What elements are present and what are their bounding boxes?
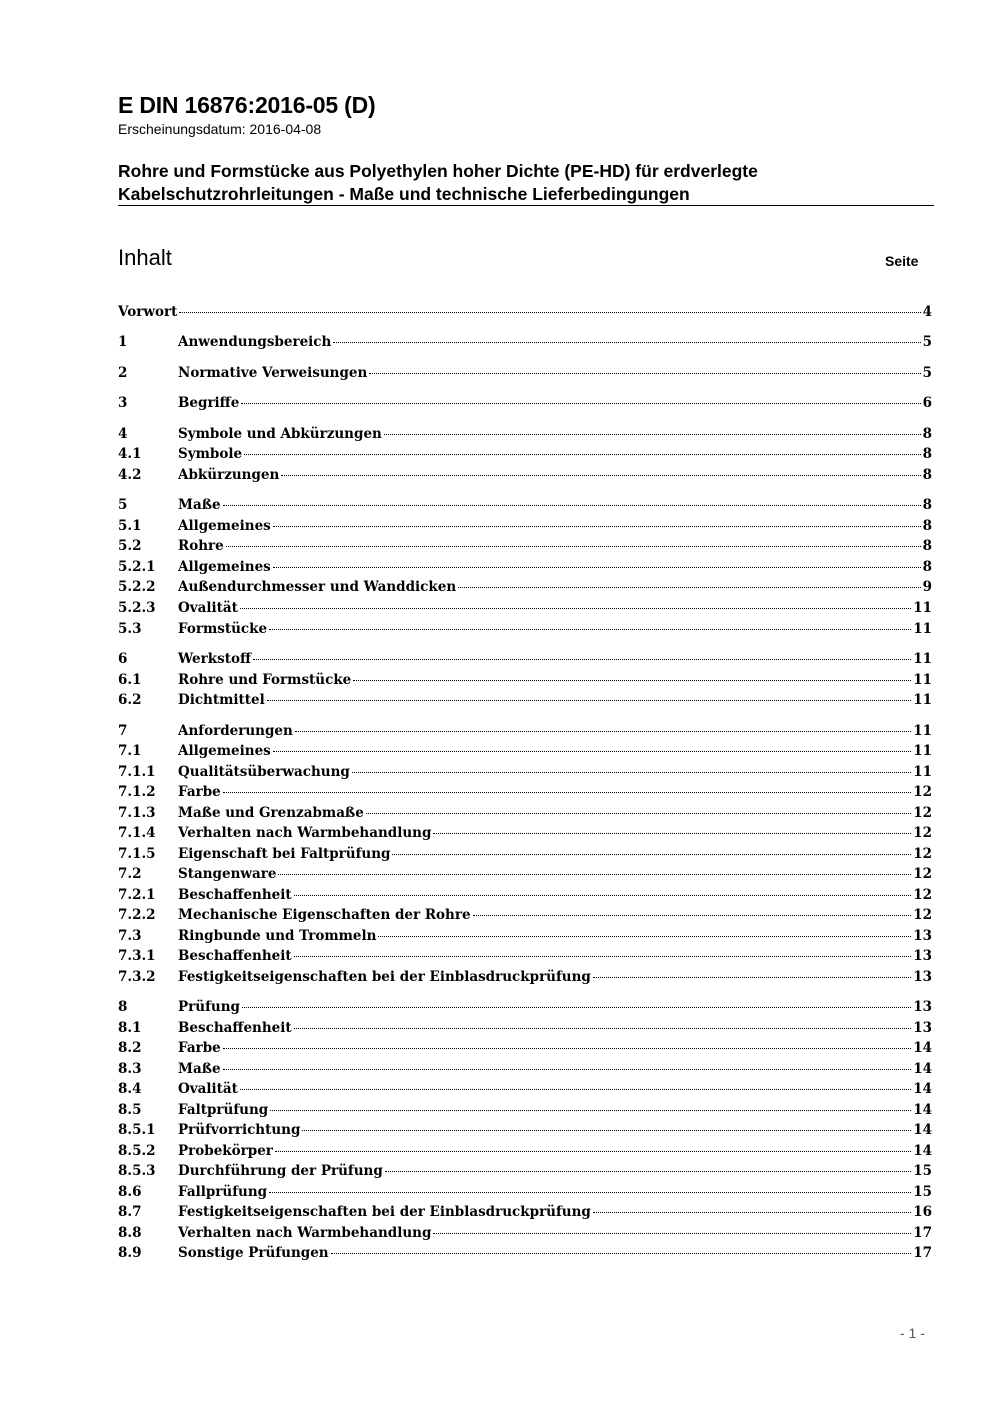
toc-entry-label: Mechanische Eigenschaften der Rohre	[178, 907, 471, 923]
toc-dot-leader	[275, 1151, 911, 1152]
toc-entry-number: 4.1	[118, 446, 142, 462]
toc-entry-number: 5.3	[118, 621, 142, 637]
toc-dot-leader	[273, 567, 921, 568]
toc-entry-number: 6	[118, 651, 128, 667]
toc-entry[interactable]	[118, 690, 932, 710]
toc-entry[interactable]	[118, 844, 932, 864]
toc-entry[interactable]	[118, 1182, 932, 1202]
toc-dot-leader	[179, 312, 920, 313]
toc-entry-number: 7.3.1	[118, 948, 156, 964]
toc-entry-number: 5	[118, 497, 128, 513]
toc-entry-label: Fallprüfung	[178, 1184, 268, 1200]
toc-dot-leader	[244, 454, 921, 455]
toc-entry-label: Allgemeines	[178, 559, 271, 575]
toc-dot-leader	[223, 505, 921, 506]
toc-entry-number: 7.1.3	[118, 805, 156, 821]
toc-entry-label: Prüfung	[178, 999, 240, 1015]
toc-entry-number: 4	[118, 426, 128, 442]
toc-entry-number: 8.4	[118, 1081, 142, 1097]
toc-entry[interactable]	[118, 885, 932, 905]
toc-entry-number: 8.7	[118, 1204, 142, 1220]
toc-entry-number: 8.3	[118, 1061, 142, 1077]
toc-entry[interactable]	[118, 424, 932, 444]
toc-entry[interactable]	[118, 495, 932, 515]
toc-entry-label: Maße	[178, 1061, 221, 1077]
toc-entry-page: 14	[913, 1122, 932, 1138]
toc-entry-page: 8	[922, 538, 932, 554]
toc-dot-leader	[385, 1171, 911, 1172]
toc-entry[interactable]	[118, 444, 932, 464]
toc-entry-number: 3	[118, 395, 128, 411]
toc-entry-page: 14	[913, 1102, 932, 1118]
toc-entry-number: 7.1.5	[118, 846, 156, 862]
toc-entry-label: Abkürzungen	[178, 467, 280, 483]
toc-entry[interactable]	[118, 1038, 932, 1058]
toc-entry-page: 16	[913, 1204, 932, 1220]
toc-entry-page: 13	[913, 948, 932, 964]
toc-entry-number: 5.2.2	[118, 579, 156, 595]
toc-entry-label: Symbole und Abkürzungen	[178, 426, 382, 442]
toc-entry-number: 6.2	[118, 692, 142, 708]
toc-entry-label: Ovalität	[178, 1081, 238, 1097]
toc-entry-label: Farbe	[178, 1040, 221, 1056]
toc-entry-label: Eigenschaft bei Faltprüfung	[178, 846, 391, 862]
toc-entry[interactable]	[118, 649, 932, 669]
toc-entry-number: 6.1	[118, 672, 142, 688]
toc-entry-label: Qualitätsüberwachung	[178, 764, 350, 780]
toc-entry[interactable]	[118, 1018, 932, 1038]
toc-heading: Inhalt	[118, 245, 172, 270]
toc-entry-page: 5	[922, 334, 932, 350]
toc-entry[interactable]	[118, 393, 932, 413]
toc-entry-label: Ovalität	[178, 600, 238, 616]
toc-entry-page: 13	[913, 969, 932, 985]
toc-entry-page: 9	[922, 579, 932, 595]
toc-entry-label: Ringbunde und Trommeln	[178, 928, 377, 944]
toc-entry[interactable]	[118, 557, 932, 577]
toc-entry-number: 7	[118, 723, 128, 739]
toc-entry-page: 8	[922, 497, 932, 513]
toc-entry-label: Rohre und Formstücke	[178, 672, 352, 688]
toc-dot-leader	[392, 854, 911, 855]
toc-entry-label: Prüfvorrichtung	[178, 1122, 301, 1138]
toc-entry-number: 7.3	[118, 928, 142, 944]
toc-entry-number: 8.5.3	[118, 1163, 156, 1179]
toc-dot-leader	[331, 1253, 912, 1254]
toc-entry-page: 15	[913, 1184, 932, 1200]
toc-entry-number: 5.2	[118, 538, 142, 554]
toc-entry[interactable]	[118, 516, 932, 536]
toc-entry-label: Durchführung der Prüfung	[178, 1163, 383, 1179]
toc-dot-leader	[369, 373, 920, 374]
toc-entry-number: 7.2	[118, 866, 142, 882]
toc-entry-number: 8.8	[118, 1225, 142, 1241]
toc-entry[interactable]	[118, 1202, 932, 1222]
toc-dot-leader	[593, 977, 911, 978]
toc-entry-number: 7.2.2	[118, 907, 156, 923]
toc-dot-leader	[295, 731, 911, 732]
toc-entry-page: 12	[913, 805, 932, 821]
toc-dot-leader	[294, 1028, 912, 1029]
toc-entry-label: Beschaffenheit	[178, 948, 292, 964]
toc-entry-number: 7.1.1	[118, 764, 156, 780]
toc-dot-leader	[433, 1233, 911, 1234]
toc-entry-number: 8.5	[118, 1102, 142, 1118]
toc-entry-number: 7.1.4	[118, 825, 156, 841]
toc-entry-label: Rohre	[178, 538, 224, 554]
toc-entry-label: Maße	[178, 497, 221, 513]
toc-dot-leader	[458, 587, 920, 588]
toc-dot-leader	[281, 475, 920, 476]
toc-entry[interactable]	[118, 1079, 932, 1099]
toc-entry-number: 7.3.2	[118, 969, 156, 985]
toc-entry-number: 7.1.2	[118, 784, 156, 800]
toc-dot-leader	[593, 1212, 911, 1213]
toc-entry-label: Maße und Grenzabmaße	[178, 805, 364, 821]
toc-entry[interactable]	[118, 782, 932, 802]
toc-dot-leader	[241, 403, 920, 404]
toc-dot-leader	[366, 813, 911, 814]
toc-entry[interactable]	[118, 1161, 932, 1181]
toc-entry[interactable]	[118, 332, 932, 352]
toc-entry-label: Stangenware	[178, 866, 277, 882]
toc-dot-leader	[384, 434, 921, 435]
toc-entry-label: Allgemeines	[178, 743, 271, 759]
toc-entry-number: 8.9	[118, 1245, 142, 1261]
toc-entry-page: 17	[913, 1225, 932, 1241]
toc-entry-page: 11	[913, 672, 932, 688]
toc-entry-page: 8	[922, 467, 932, 483]
toc-entry[interactable]	[118, 1243, 932, 1263]
toc-dot-leader	[353, 680, 911, 681]
toc-entry-page: 8	[922, 518, 932, 534]
toc-entry-number: 8.1	[118, 1020, 142, 1036]
toc-entry[interactable]	[118, 721, 932, 741]
toc-dot-leader	[278, 874, 911, 875]
toc-entry[interactable]	[118, 926, 932, 946]
toc-dot-leader	[226, 546, 921, 547]
toc-entry[interactable]	[118, 1141, 932, 1161]
toc-entry-label: Probekörper	[178, 1143, 273, 1159]
toc-entry-number: 8	[118, 999, 128, 1015]
toc-entry-label: Anforderungen	[178, 723, 293, 739]
toc-entry-number: 7.2.1	[118, 887, 156, 903]
toc-entry-label: Normative Verweisungen	[178, 365, 368, 381]
toc-entry-label: Dichtmittel	[178, 692, 265, 708]
toc-entry-page: 5	[922, 365, 932, 381]
toc-entry-page: 14	[913, 1143, 932, 1159]
toc-entry-label: Beschaffenheit	[178, 887, 292, 903]
toc-entry-page: 12	[913, 825, 932, 841]
toc-entry-number: 8.2	[118, 1040, 142, 1056]
table-of-contents	[118, 0, 932, 1403]
toc-entry[interactable]	[118, 577, 932, 597]
toc-entry-label: Beschaffenheit	[178, 1020, 292, 1036]
toc-entry-page: 4	[922, 304, 932, 320]
toc-entry[interactable]	[118, 302, 932, 322]
toc-dot-leader	[273, 751, 911, 752]
toc-entry[interactable]	[118, 997, 932, 1017]
toc-entry[interactable]	[118, 598, 932, 618]
toc-entry-page: 14	[913, 1040, 932, 1056]
toc-dot-leader	[223, 1069, 912, 1070]
toc-entry-label: Werkstoff	[178, 651, 252, 667]
page-number: - 1 -	[900, 1325, 925, 1341]
toc-entry-number: 5.2.1	[118, 559, 156, 575]
document-id: E DIN 16876:2016-05 (D)	[118, 92, 376, 118]
toc-entry-page: 13	[913, 1020, 932, 1036]
toc-entry-page: 6	[922, 395, 932, 411]
toc-entry-number: 7.1	[118, 743, 142, 759]
toc-entry[interactable]	[118, 967, 932, 987]
toc-dot-leader	[433, 833, 911, 834]
title-line-2: Kabelschutzrohrleitungen - Maße und technische Lieferbedingungen	[118, 184, 690, 204]
toc-entry-number: 8.5.1	[118, 1122, 156, 1138]
toc-dot-leader	[352, 772, 911, 773]
toc-dot-leader	[242, 1007, 911, 1008]
toc-entry[interactable]	[118, 1120, 932, 1140]
toc-entry-page: 11	[913, 723, 932, 739]
toc-entry-page: 8	[922, 446, 932, 462]
toc-entry-page: 12	[913, 907, 932, 923]
toc-entry-page: 8	[922, 426, 932, 442]
toc-entry[interactable]	[118, 1223, 932, 1243]
toc-entry-number: 8.5.2	[118, 1143, 156, 1159]
toc-entry-label: Allgemeines	[178, 518, 271, 534]
toc-entry[interactable]	[118, 1100, 932, 1120]
toc-entry[interactable]	[118, 823, 932, 843]
toc-dot-leader	[269, 629, 911, 630]
toc-entry[interactable]	[118, 864, 932, 884]
toc-entry-number: 4.2	[118, 467, 142, 483]
toc-entry-page: 13	[913, 928, 932, 944]
toc-entry-page: 12	[913, 866, 932, 882]
toc-entry-label: Vorwort	[118, 304, 178, 320]
toc-dot-leader	[240, 608, 911, 609]
toc-entry-page: 12	[913, 784, 932, 800]
toc-entry-label: Festigkeitseigenschaften bei der Einblasdruckprüfung	[178, 969, 591, 985]
toc-entry-number: 1	[118, 334, 128, 350]
toc-entry-label: Außendurchmesser und Wanddicken	[178, 579, 457, 595]
toc-dot-leader	[223, 1048, 911, 1049]
toc-entry-page: 11	[913, 600, 932, 616]
toc-dot-leader	[223, 792, 911, 793]
toc-dot-leader	[240, 1089, 911, 1090]
toc-dot-leader	[294, 895, 912, 896]
toc-entry[interactable]	[118, 741, 932, 761]
toc-entry[interactable]	[118, 905, 932, 925]
publication-date: Erscheinungsdatum: 2016-04-08	[118, 121, 322, 137]
toc-dot-leader	[333, 342, 920, 343]
toc-entry-label: Festigkeitseigenschaften bei der Einblasdruckprüfung	[178, 1204, 591, 1220]
toc-dot-leader	[378, 936, 911, 937]
toc-entry-number: 8.6	[118, 1184, 142, 1200]
toc-entry-page: 11	[913, 743, 932, 759]
toc-entry-page: 11	[913, 621, 932, 637]
toc-entry-label: Sonstige Prüfungen	[178, 1245, 329, 1261]
toc-dot-leader	[302, 1130, 911, 1131]
toc-entry-label: Verhalten nach Warmbehandlung	[178, 1225, 432, 1241]
toc-dot-leader	[253, 659, 911, 660]
toc-dot-leader	[294, 956, 912, 957]
toc-dot-leader	[273, 526, 921, 527]
toc-entry[interactable]	[118, 670, 932, 690]
toc-entry-page: 14	[913, 1061, 932, 1077]
toc-entry-label: Anwendungsbereich	[178, 334, 332, 350]
toc-entry[interactable]	[118, 762, 932, 782]
toc-entry-page: 13	[913, 999, 932, 1015]
toc-entry[interactable]	[118, 465, 932, 485]
title-line-1: Rohre und Formstücke aus Polyethylen hoher Dichte (PE-HD) für erdverlegte	[118, 161, 758, 181]
toc-entry-number: 2	[118, 365, 128, 381]
toc-entry-label: Farbe	[178, 784, 221, 800]
toc-entry-page: 11	[913, 651, 932, 667]
toc-entry-page: 12	[913, 887, 932, 903]
toc-dot-leader	[473, 915, 912, 916]
toc-entry-number: 5.1	[118, 518, 142, 534]
toc-entry-number: 5.2.3	[118, 600, 156, 616]
toc-entry[interactable]	[118, 363, 932, 383]
toc-entry-label: Symbole	[178, 446, 243, 462]
toc-entry-page: 11	[913, 692, 932, 708]
page-column-label: Seite	[885, 253, 919, 269]
toc-entry-page: 15	[913, 1163, 932, 1179]
toc-dot-leader	[269, 1192, 911, 1193]
toc-entry[interactable]	[118, 619, 932, 639]
toc-entry[interactable]	[118, 536, 932, 556]
toc-entry[interactable]	[118, 1059, 932, 1079]
toc-entry-label: Verhalten nach Warmbehandlung	[178, 825, 432, 841]
toc-entry-label: Begriffe	[178, 395, 240, 411]
toc-entry-page: 11	[913, 764, 932, 780]
toc-entry-page: 8	[922, 559, 932, 575]
toc-entry-label: Faltprüfung	[178, 1102, 269, 1118]
toc-entry-page: 12	[913, 846, 932, 862]
toc-entry-page: 14	[913, 1081, 932, 1097]
toc-entry-page: 17	[913, 1245, 932, 1261]
toc-entry[interactable]	[118, 946, 932, 966]
toc-dot-leader	[267, 700, 911, 701]
toc-entry-label: Formstücke	[178, 621, 268, 637]
toc-entry[interactable]	[118, 803, 932, 823]
toc-dot-leader	[270, 1110, 911, 1111]
